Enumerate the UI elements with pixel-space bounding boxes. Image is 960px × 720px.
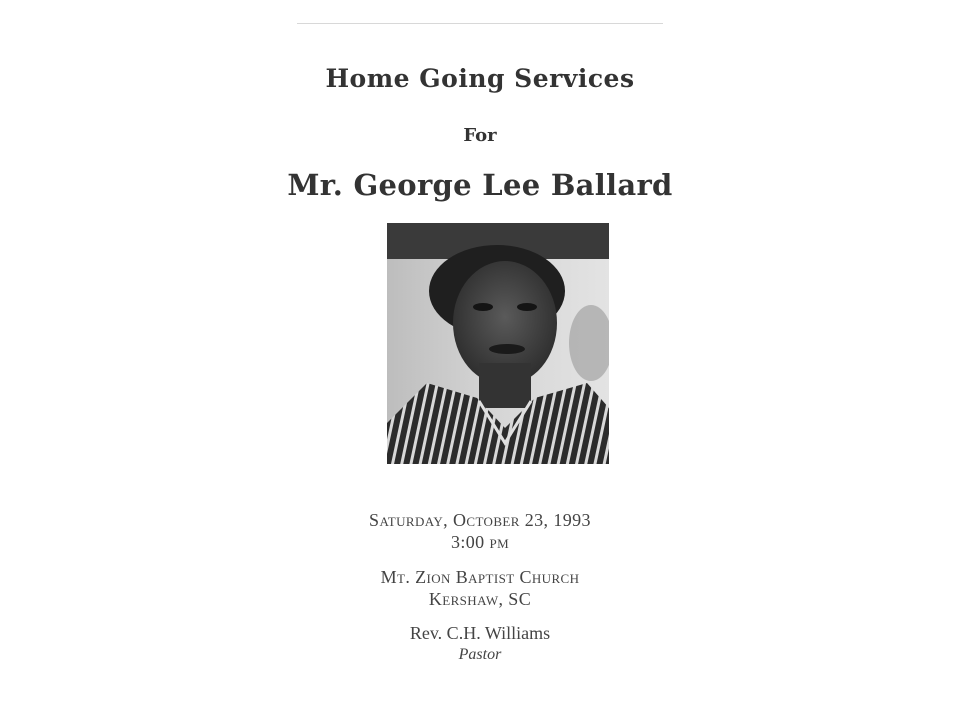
venue-name: Mt. Zion Baptist Church [380, 567, 580, 587]
heading-connector: For [463, 125, 497, 146]
portrait-photo [387, 223, 609, 464]
officiant-title: Pastor [458, 646, 502, 663]
top-divider [297, 23, 663, 24]
heading-title: Home Going Services [325, 64, 635, 93]
officiant-name: Rev. C.H. Williams [409, 623, 551, 643]
venue-location: Kershaw, SC [428, 589, 532, 609]
service-date: Saturday, October 23, 1993 [369, 510, 591, 530]
deceased-name: Mr. George Lee Ballard [287, 168, 673, 202]
service-time: 3:00 pm [450, 532, 510, 552]
